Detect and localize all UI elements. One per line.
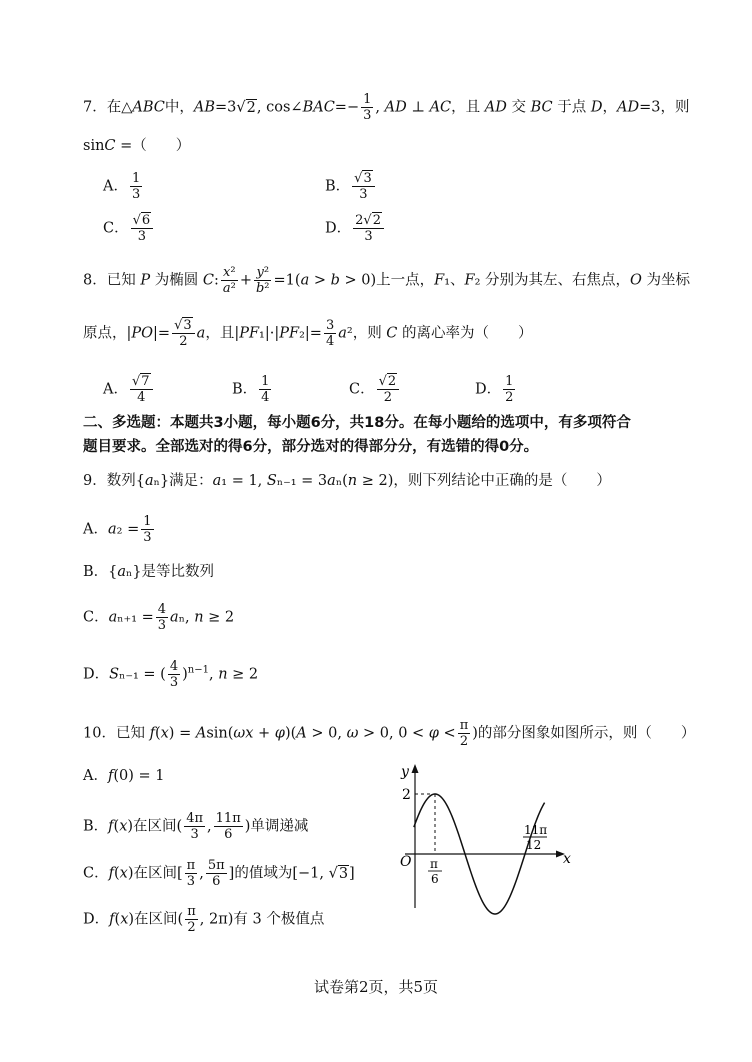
q7-option-d: D． $\frac{2√2}{3}$ bbox=[325, 214, 386, 243]
q9-option-d: D．Sₙ₋₁ = ( $\frac{4}{3}$ )$^{n-1}$, n ≥ 2 bbox=[83, 659, 259, 690]
svg-text:π: π bbox=[430, 857, 438, 871]
q10-option-d: D．f(x)在区间( $\frac{\pi}{2}$ , 2π)有 3 个极值点 bbox=[83, 904, 325, 935]
q8-option-b: B． $\frac{1}{4}$ bbox=[232, 374, 270, 405]
q8-stem-line1: 8．已知 P 为椭圆 C: $\frac{\text{x²}}{\text{a²}}$ + $\frac{\text{y²}}{\text{b²}}$ =1(a > b > 0)上一点，F₁、F₂ 分别为其左、右焦点，O 为坐标 bbox=[83, 265, 691, 296]
q10-function-graph bbox=[393, 758, 583, 918]
y-axis-arrow bbox=[412, 764, 419, 773]
x-axis-label: x bbox=[563, 851, 571, 867]
y-axis-label: y bbox=[401, 764, 409, 780]
q10-option-c: C．f(x)在区间[ $\frac{\pi}{3}$ , $\frac{5\pi}{6}$ ]的值域为[−1, √3] bbox=[83, 858, 355, 889]
tick-label-pi-over-6 bbox=[428, 857, 442, 886]
svg-text:6: 6 bbox=[431, 872, 439, 886]
q8-option-a: A． $\frac{√7}{4}$ bbox=[103, 375, 155, 404]
svg-text:11π: 11π bbox=[524, 823, 548, 837]
q9-option-b: B．{aₙ}是等比数列 bbox=[83, 564, 215, 580]
q10-stem: 10．已知 f(x) = Asin(ωx + φ)(A > 0, ω > 0, 0 < φ < $\frac{\pi}{2}$ )的部分图象如图所示，则（ ） bbox=[83, 718, 696, 749]
section2-line1: 二、多选题：本题共3小题，每小题6分，共18分。在每小题给的选项中，有多项符合 bbox=[83, 415, 631, 431]
page-footer: 试卷第2页，共5页 bbox=[313, 978, 439, 996]
q10-option-a: A．f(0) = 1 bbox=[83, 768, 165, 784]
q9-option-c: C．aₙ₊₁ = $\frac{4}{3}$ aₙ, n ≥ 2 bbox=[83, 602, 235, 633]
q7-stem-line1: 7．在△ABC中，AB=3√2, cos∠BAC=− $\frac{1}{3}$ , AD ⊥ AC，且 AD 交 BC 于点 D，AD=3，则 bbox=[83, 92, 690, 123]
q10-option-b: B．f(x)在区间( $\frac{4\pi}{3}$ , $\frac{11\pi}{6}$ )单调递减 bbox=[83, 811, 309, 842]
q8-stem-line2: 原点，|PO|= $\frac{√3}{2}$ a，且|PF₁|·|PF₂|= $\frac{3}{4}$ a²，则 C 的离心率为（ ） bbox=[83, 318, 533, 349]
svg-text:12: 12 bbox=[526, 838, 542, 852]
q8-option-d: D． $\frac{1}{2}$ bbox=[475, 374, 514, 405]
q7-option-b: B． $\frac{√3}{3}$ bbox=[325, 172, 377, 201]
tick-label-11pi-over-12 bbox=[523, 823, 547, 852]
q7-option-a: A． $\frac{1}{3}$ bbox=[103, 171, 141, 202]
origin-label: O bbox=[400, 854, 412, 870]
section2-line2: 题目要求。全部选对的得6分，部分选对的得部分分，有选错的得0分。 bbox=[83, 439, 539, 455]
q9-option-a: A．a₂ = $\frac{1}{3}$ bbox=[83, 514, 152, 545]
q7-stem-line2: sinC =（ ） bbox=[83, 138, 191, 154]
q8-option-c: C． $\frac{√2}{2}$ bbox=[349, 375, 401, 404]
q9-stem: 9．数列{aₙ}满足：a₁ = 1, Sₙ₋₁ = 3aₙ(n ≥ 2)，则下列结论中正确的是（ ） bbox=[83, 473, 611, 489]
q7-option-c: C． $\frac{√6}{3}$ bbox=[103, 214, 155, 243]
max-value-label: 2 bbox=[402, 787, 411, 803]
